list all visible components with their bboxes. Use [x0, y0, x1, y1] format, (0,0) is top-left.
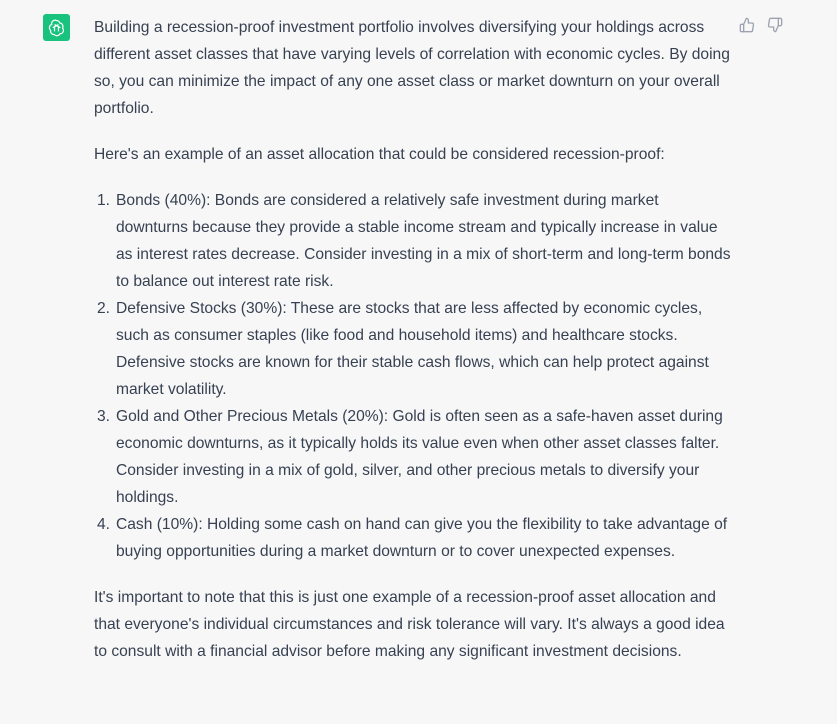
list-item-text: Cash (10%): Holding some cash on hand can give you the flexibility to take advantage of buying opportunities during a market downturn or to cover unexpected expenses.: [116, 516, 728, 560]
list-item-number: 3.: [96, 408, 110, 425]
thumbs-up-icon: [739, 17, 755, 33]
list-item: [94, 511, 734, 565]
list-item-text: Bonds (40%): Bonds are considered a relatively safe investment during market downturns because they provide a stable income stream and typically increase in value as interest rates decrease. Consider investing in a mix of short-term and long-term bonds to balance out interest rate risk.: [116, 192, 731, 290]
list-item-text: Defensive Stocks (30%): These are stocks that are less affected by economic cycles, such as consumer staples (like food and household items) and healthcare stocks. Defensive stocks are known for their stable cash flows, which can help protect against market volatility.: [116, 300, 709, 398]
thumbs-down-button[interactable]: [766, 16, 784, 34]
intro-paragraph: Building a recession-proof investment portfolio involves diversifying your holdings across different asset classes that have varying levels of correlation with economic cycles. By doing so, you can minimize the impact of any one asset class or market downturn on your overall portfolio.: [94, 19, 730, 117]
example-lead-paragraph: Here's an example of an asset allocation that could be considered recession-proof:: [94, 146, 665, 163]
list-item: [94, 403, 734, 511]
list-item-number: 2.: [96, 300, 110, 317]
list-item: [94, 187, 734, 295]
thumbs-down-icon: [767, 17, 783, 33]
thumbs-up-button[interactable]: [738, 16, 756, 34]
feedback-buttons: [738, 16, 784, 34]
list-item-number: 4.: [96, 516, 110, 533]
openai-logo-icon: [43, 14, 70, 41]
list-item-text: Gold and Other Precious Metals (20%): Gold is often seen as a safe-haven asset during economic downturns, as it typically holds its value even when other asset classes falter. Consider investing in a mix of gold, silver, and other precious metals to diversify your holdings.: [116, 408, 723, 506]
conclusion-paragraph: It's important to note that this is just one example of a recession-proof asset allocation and that everyone's individual circumstances and risk tolerance will vary. It's always a good idea to consult with a financial advisor before making any significant investment decisions.: [94, 589, 725, 660]
message-content: [94, 14, 734, 665]
list-item-number: 1.: [96, 192, 110, 209]
list-item: [94, 295, 734, 403]
allocation-list: [94, 187, 734, 565]
